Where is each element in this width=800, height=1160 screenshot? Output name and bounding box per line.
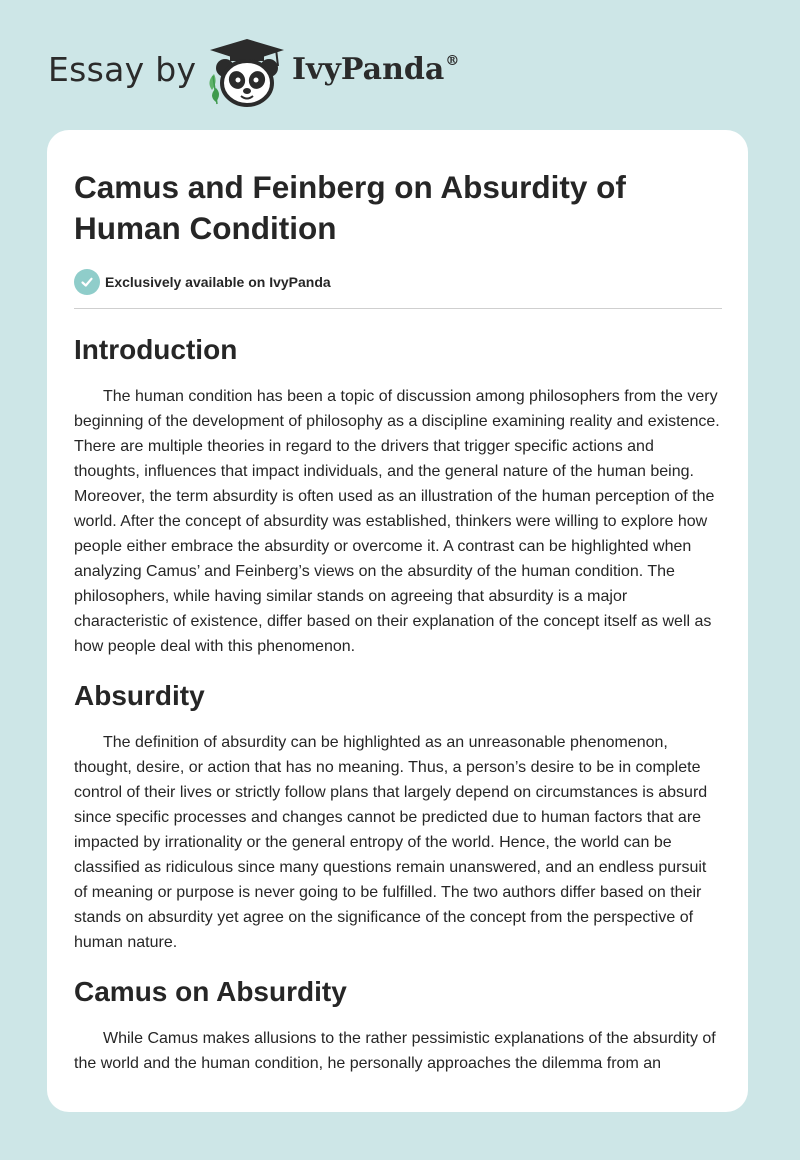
section-paragraph-camus-on-absurdity: While Camus makes allusions to the rather pessimistic explanations of the absurdity of the world and the human condition, he personally approaches the dilemma from an [74, 1030, 716, 1072]
brand-header [48, 36, 468, 108]
section-paragraph-absurdity: The definition of absurdity can be highlighted as an unreasonable phenomenon, thought, desire, or action that has no meaning. Thus, a person’s desire to be in complete control of their lives or strictly follow plans that largely depend on circumstances is absurd since specific processes and changes cannot be predicted due to human factors that are impacted by irrationality or the general entropy of the world. Hence, the world can be classified as ridiculous since many questions remain unanswered, and an endless pursuit of meaning or purpose is never going to be fulfilled. The two authors differ based on their stands on absurdity yet agree on the significance of the concept from the perspective of human nature. [74, 734, 708, 951]
brand-name-text: IvyPanda [292, 52, 445, 87]
brand-name [292, 52, 459, 87]
essay-title: Camus and Feinberg on Absurdity of Human Condition [74, 169, 626, 246]
title-divider [74, 308, 722, 309]
registered-mark: ® [445, 53, 460, 69]
section-paragraph-introduction: The human condition has been a topic of discussion among philosophers from the very beginning of the development of philosophy as a discipline examining reality and existence. There are multiple theories in regard to the drivers that trigger specific actions and thoughts, influences that impact individuals, and the general nature of the human being. Moreover, the term absurdity is often used as an illustration of the human perception of the world. After the concept of absurdity was established, thinkers were willing to explore how people either embrace the absurdity or overcome it. A contrast can be highlighted when analyzing Camus’ and Feinberg’s views on the absurdity of the human condition. The philosophers, while having similar stands on agreeing that absurdity is a major characteristic of existence, differ based on their explanation of the concept itself as well as how people deal with this phenomenon. [74, 388, 720, 655]
essay-card [47, 130, 748, 1112]
brand-prefix: Essay by [48, 50, 197, 89]
section-heading-introduction: Introduction [74, 334, 238, 365]
exclusive-badge [74, 269, 722, 295]
exclusive-badge-text: Exclusively available on IvyPanda [105, 274, 331, 290]
panda-graduate-logo-icon[interactable] [202, 36, 292, 108]
section-heading-camus-on-absurdity: Camus on Absurdity [74, 976, 347, 1007]
section-heading-absurdity: Absurdity [74, 680, 205, 711]
check-icon [74, 269, 100, 295]
